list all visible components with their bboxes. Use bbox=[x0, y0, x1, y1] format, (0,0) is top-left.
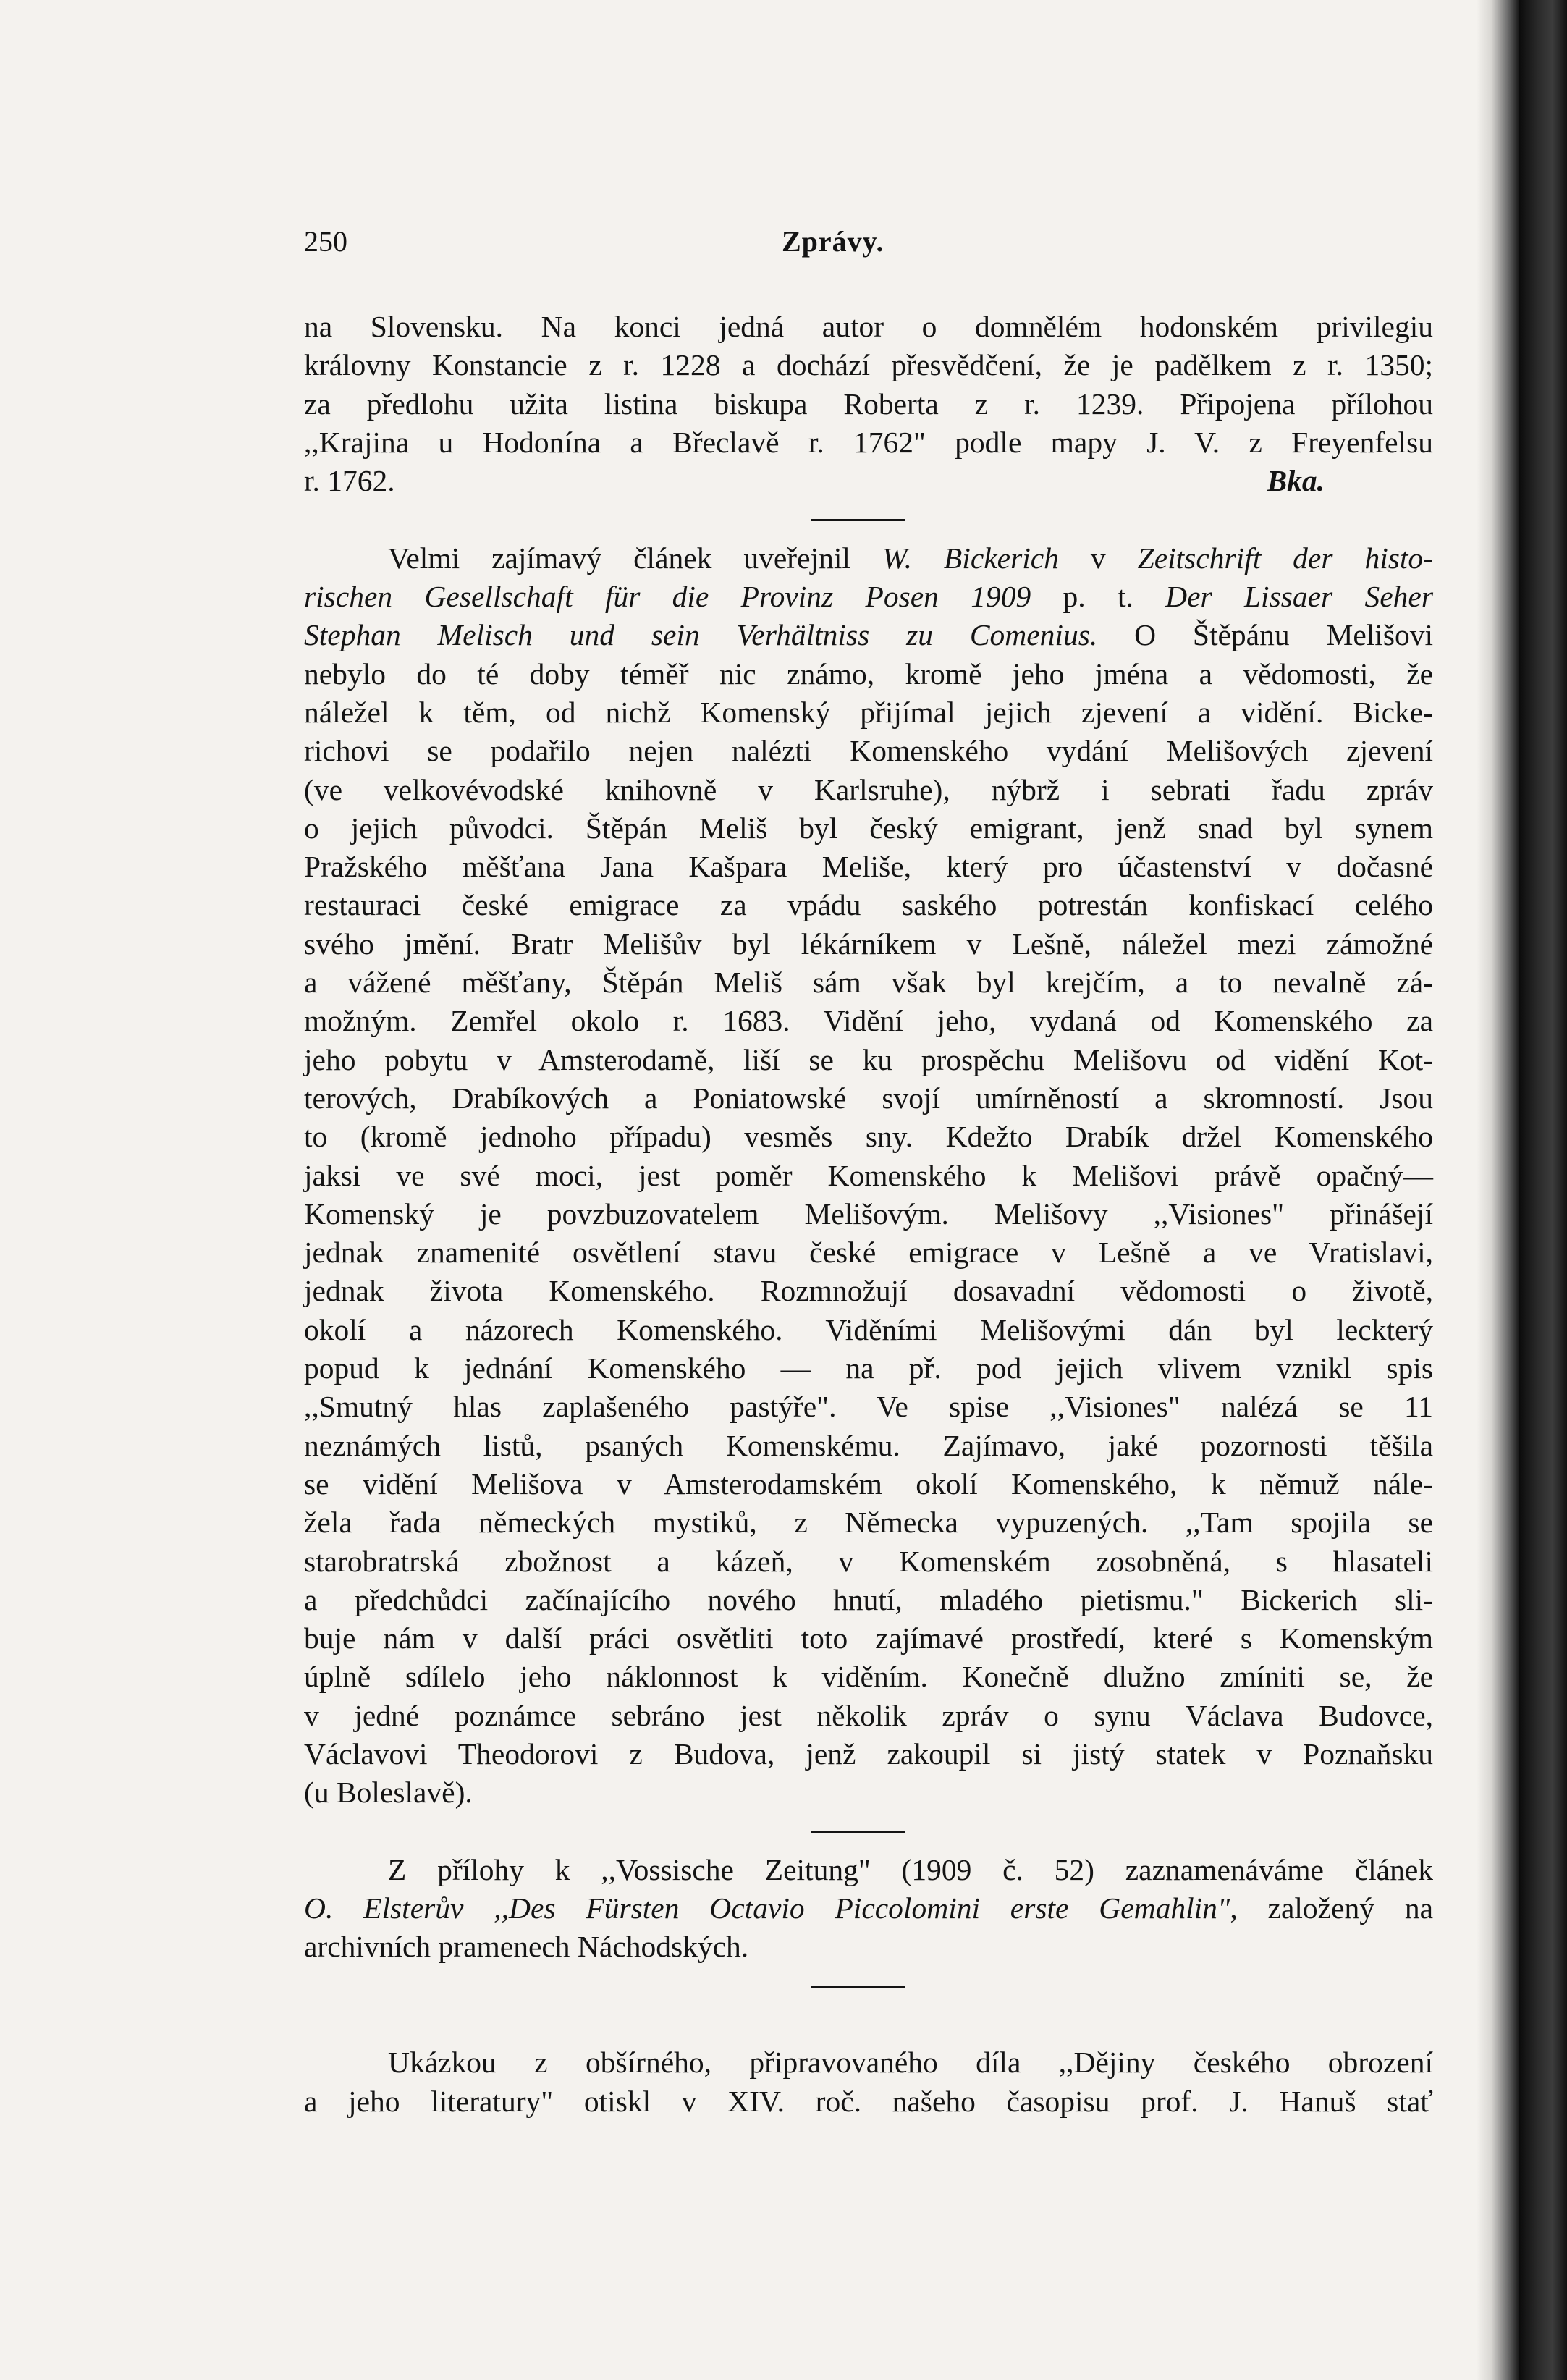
text-line: richovi se podařilo nejen nalézti Komenského vydání Melišových zjevení bbox=[304, 734, 1433, 768]
text-line: úplně sdílelo jeho náklonnost k viděním. Konečně dlužno zmíniti se, že bbox=[304, 1660, 1433, 1694]
article-title: Der Lissaer Seher bbox=[1165, 580, 1433, 614]
text-line: možným. Zemřel okolo r. 1683. Vidění jeho, vydaná od Komenského za bbox=[304, 1004, 1433, 1038]
text-line: a jeho literatury" otiskl v XIV. roč. našeho časopisu prof. J. Hanuš stať bbox=[304, 2084, 1433, 2118]
text-line bbox=[304, 578, 1433, 616]
text-line: svého jmění. Bratr Melišův byl lékárníkem v Lešně, náležel mezi zámožné bbox=[304, 927, 1433, 961]
signature-row bbox=[304, 462, 1433, 500]
text-line: o jejich původci. Štěpán Meliš byl český emigrant, jenž snad byl synem bbox=[304, 811, 1433, 845]
text-line: Z přílohy k ,,Vossische Zeitung" (1909 č. 52) zaznamenáváme článek bbox=[388, 1852, 1433, 1886]
text-run: p. t. bbox=[1031, 580, 1166, 614]
text-line: na Slovensku. Na konci jedná autor o domnělém hodonském privilegiu bbox=[304, 310, 1433, 343]
text-line: Pražského měšťana Jana Kašpara Meliše, který pro účastenství v dočasné bbox=[304, 850, 1433, 884]
text-line: buje nám v další práci osvětliti toto zajímavé prostředí, které s Komenským bbox=[304, 1621, 1433, 1655]
article-title: Stephan Melisch und sein Verhältniss zu Comenius. bbox=[304, 618, 1098, 652]
text-line: neznámých listů, psaných Komenskému. Zajímavo, jaké pozornosti těšila bbox=[304, 1428, 1433, 1462]
text-line: to (kromě jednoho případu) vesměs sny. Kdežto Drabík držel Komenského bbox=[304, 1120, 1433, 1154]
section-divider bbox=[304, 1967, 1433, 2005]
text-line: za předlohu užita listina biskupa Roberta z r. 1239. Připojena přílohou bbox=[304, 387, 1433, 421]
text-line: jaksi ve své moci, jest poměr Komenského k Melišovi právě opačný— bbox=[304, 1158, 1433, 1192]
page-header bbox=[304, 224, 1433, 268]
text-line: v jedné poznámce sebráno jest několik zpráv o synu Václava Budovce, bbox=[304, 1698, 1433, 1732]
text-line: ,,Smutný hlas zaplašeného pastýře". Ve spise ,,Visiones" nalézá se 11 bbox=[304, 1390, 1433, 1424]
text-line: a předchůdci začínajícího nového hnutí, mladého pietismu." Bickerich sli- bbox=[304, 1582, 1433, 1616]
text-line: (u Boleslavě). bbox=[304, 1776, 473, 1810]
text-line: Ukázkou z obšírného, připravovaného díla ,,Dějiny českého obrození bbox=[388, 2046, 1433, 2080]
text-line bbox=[304, 616, 1433, 654]
text-line: královny Konstancie z r. 1228 a dochází přesvědčení, že je padělkem z r. 1350; bbox=[304, 348, 1433, 382]
text-line: a vážené měšťany, Štěpán Meliš sám však byl krejčím, a to nevalně zá- bbox=[304, 966, 1433, 1000]
paragraph-gap bbox=[304, 2005, 1433, 2043]
journal-title: rischen Gesellschaft für die Provinz Posen 1909 bbox=[304, 580, 1031, 614]
text-line: žela řada německých mystiků, z Německa vypuzených. ,,Tam spojila se bbox=[304, 1506, 1433, 1540]
text-line: Komenský je povzbuzovatelem Melišovým. Melišovy ,,Visiones" přinášejí bbox=[304, 1197, 1433, 1231]
article-title: O. Elsterův ,,Des Fürsten Octavio Piccolomini erste Gemahlin" bbox=[304, 1891, 1230, 1925]
page-number: 250 bbox=[304, 225, 347, 258]
text-line: jeho pobytu v Amsterodamě, liší se ku prospěchu Melišovu od vidění Kot- bbox=[304, 1042, 1433, 1076]
section-divider bbox=[304, 500, 1433, 539]
text-line: (ve velkovévodské knihovně v Karlsruhe), nýbrž i sebrati řadu zpráv bbox=[304, 772, 1433, 806]
section-divider bbox=[304, 1813, 1433, 1851]
text-line: archivních pramenech Náchodských. bbox=[304, 1930, 749, 1964]
text-line: okolí a názorech Komenského. Viděními Melišovými dán byl leckterý bbox=[304, 1312, 1433, 1346]
text-line: terových, Drabíkových a Poniatowské svojí umírněností a skromností. Jsou bbox=[304, 1081, 1433, 1115]
author-signature: Bka. bbox=[1267, 464, 1325, 498]
text-line bbox=[304, 539, 1433, 578]
author-name: W. Bickerich bbox=[882, 541, 1059, 575]
text-line: jednak znamenité osvětlení stavu české emigrace v Lešně a ve Vratislavi, bbox=[304, 1236, 1433, 1270]
book-spine bbox=[1519, 0, 1567, 2380]
text-line: popud k jednání Komenského — na př. pod jejich vlivem vznikl spis bbox=[304, 1351, 1433, 1385]
text-line: ,,Krajina u Hodonína a Břeclavě r. 1762" podle mapy J. V. z Freyenfelsu bbox=[304, 425, 1433, 459]
running-title: Zprávy. bbox=[782, 225, 884, 258]
text-run: O Štěpánu Melišovi bbox=[1097, 618, 1434, 652]
journal-title: Zeitschrift der histo- bbox=[1137, 541, 1433, 575]
text-line: nebylo do té doby téměř nic známo, kromě jeho jména a vědomosti, že bbox=[304, 657, 1433, 691]
page-gutter-shadow bbox=[1477, 0, 1519, 2380]
text-line: restauraci české emigrace za vpádu saského potrestán konfiskací celého bbox=[304, 888, 1433, 922]
text-run: Velmi zajímavý článek uveřejnil bbox=[388, 541, 882, 575]
text-line: náležel k těm, od nichž Komenský přijímal jejich zjevení a vidění. Bicke- bbox=[304, 695, 1433, 729]
text-line: starobratrská zbožnost a kázeň, v Komenském zosobněná, s hlasateli bbox=[304, 1544, 1433, 1578]
text-run: , založený na bbox=[1230, 1891, 1433, 1925]
text-line: jednak života Komenského. Rozmnožují dosavadní vědomosti o životě, bbox=[304, 1274, 1433, 1308]
text-line: r. 1762. bbox=[304, 464, 395, 498]
text-line: Václavovi Theodorovi z Budova, jenž zakoupil si jistý statek v Poznaňsku bbox=[304, 1737, 1433, 1771]
text-line bbox=[304, 1889, 1433, 1928]
text-run: v bbox=[1058, 541, 1138, 575]
text-line: se vidění Melišova v Amsterodamském okolí Komenského, k němuž nále- bbox=[304, 1467, 1433, 1501]
body-text bbox=[304, 308, 1433, 2121]
